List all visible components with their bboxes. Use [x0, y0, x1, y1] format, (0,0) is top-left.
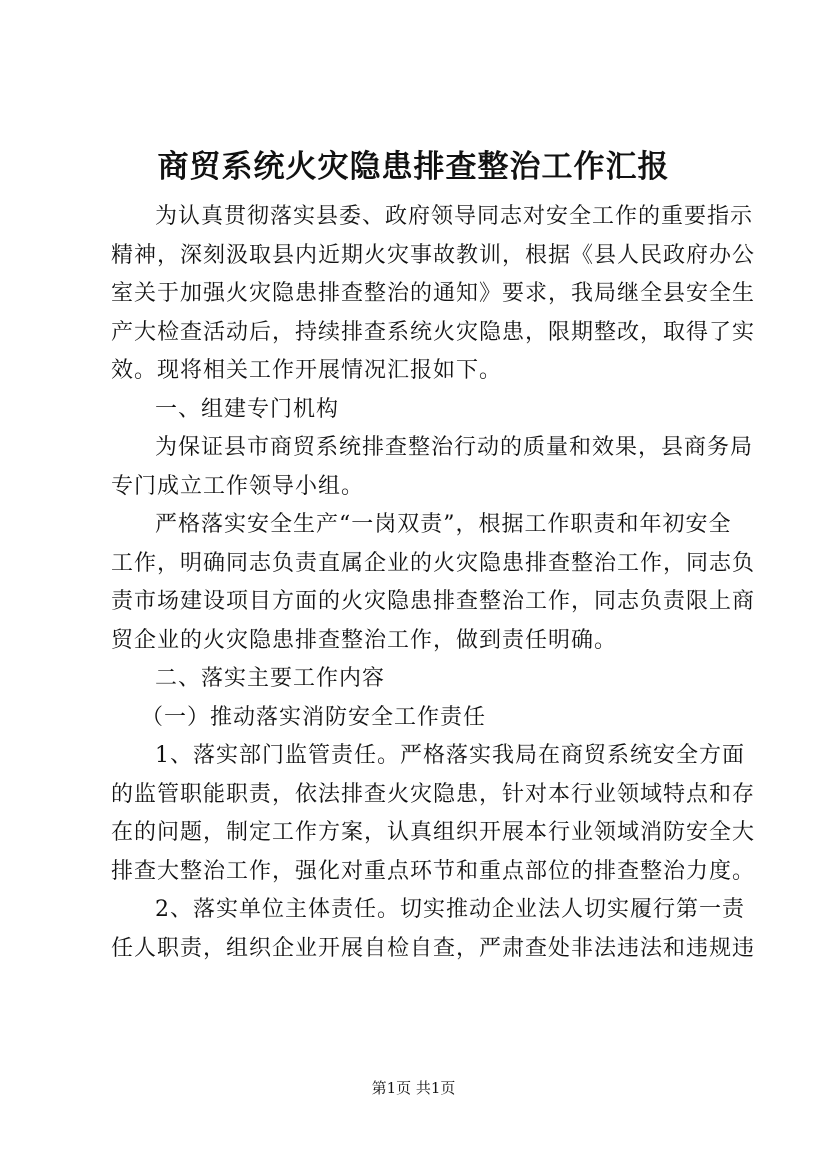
- text-line: 严格落实安全生产“一岗双责”，根据工作职责和年初安全: [155, 512, 732, 537]
- text-line: 工作，明确同志负责直属企业的火灾隐患排查整治工作，同志负: [111, 550, 756, 576]
- section-heading: 二、落实主要工作内容: [155, 666, 386, 691]
- document-body: [111, 198, 756, 968]
- text-line: 效。现将相关工作开展情况汇报如下。: [111, 358, 503, 383]
- text-line: 为认真贯彻落实县委、政府领导同志对安全工作的重要指示: [155, 204, 754, 229]
- text-line: 贸企业的火灾隐患排查整治工作，做到责任明确。: [111, 627, 618, 653]
- text-line: 的监管职能职责，依法排查火灾隐患，针对本行业领域特点和存: [111, 781, 756, 807]
- text-line: 专门成立工作领导小组。: [111, 473, 365, 499]
- text-line: 2、落实单位主体责任。切实推动企业法人切实履行第一责: [155, 897, 745, 922]
- text-line: 精神，深刻汲取县内近期火灾事故教训，根据《县人民政府办公: [111, 242, 756, 268]
- text-line: 产大检查活动后，持续排查系统火灾隐患，限期整改，取得了实: [111, 319, 756, 345]
- text-line: 任人职责，组织企业开展自检自查，严肃查处非法违法和违规违: [111, 935, 756, 961]
- text-line: 1、落实部门监管责任。严格落实我局在商贸系统安全方面: [155, 743, 745, 768]
- text-line: 为保证县市商贸系统排查整治行动的质量和效果，县商务局: [155, 435, 754, 460]
- text-line: 责市场建设项目方面的火灾隐患排查整治工作，同志负责限上商: [111, 589, 756, 614]
- text-line: 在的问题，制定工作方案，认真组织开展本行业领域消防安全大: [111, 820, 756, 845]
- text-line: 排查大整治工作，强化对重点环节和重点部位的排查整治力度。: [111, 858, 756, 884]
- page-footer: 第1页 共1页: [371, 1079, 456, 1097]
- subsection-heading: （一）推动落实消防安全工作责任: [141, 704, 487, 730]
- document-title: 商贸系统火灾隐患排查整治工作汇报: [157, 149, 670, 185]
- text-line: 室关于加强火灾隐患排查整治的通知》要求，我局继全县安全生: [111, 281, 756, 306]
- section-heading: 一、组建专门机构: [155, 396, 340, 422]
